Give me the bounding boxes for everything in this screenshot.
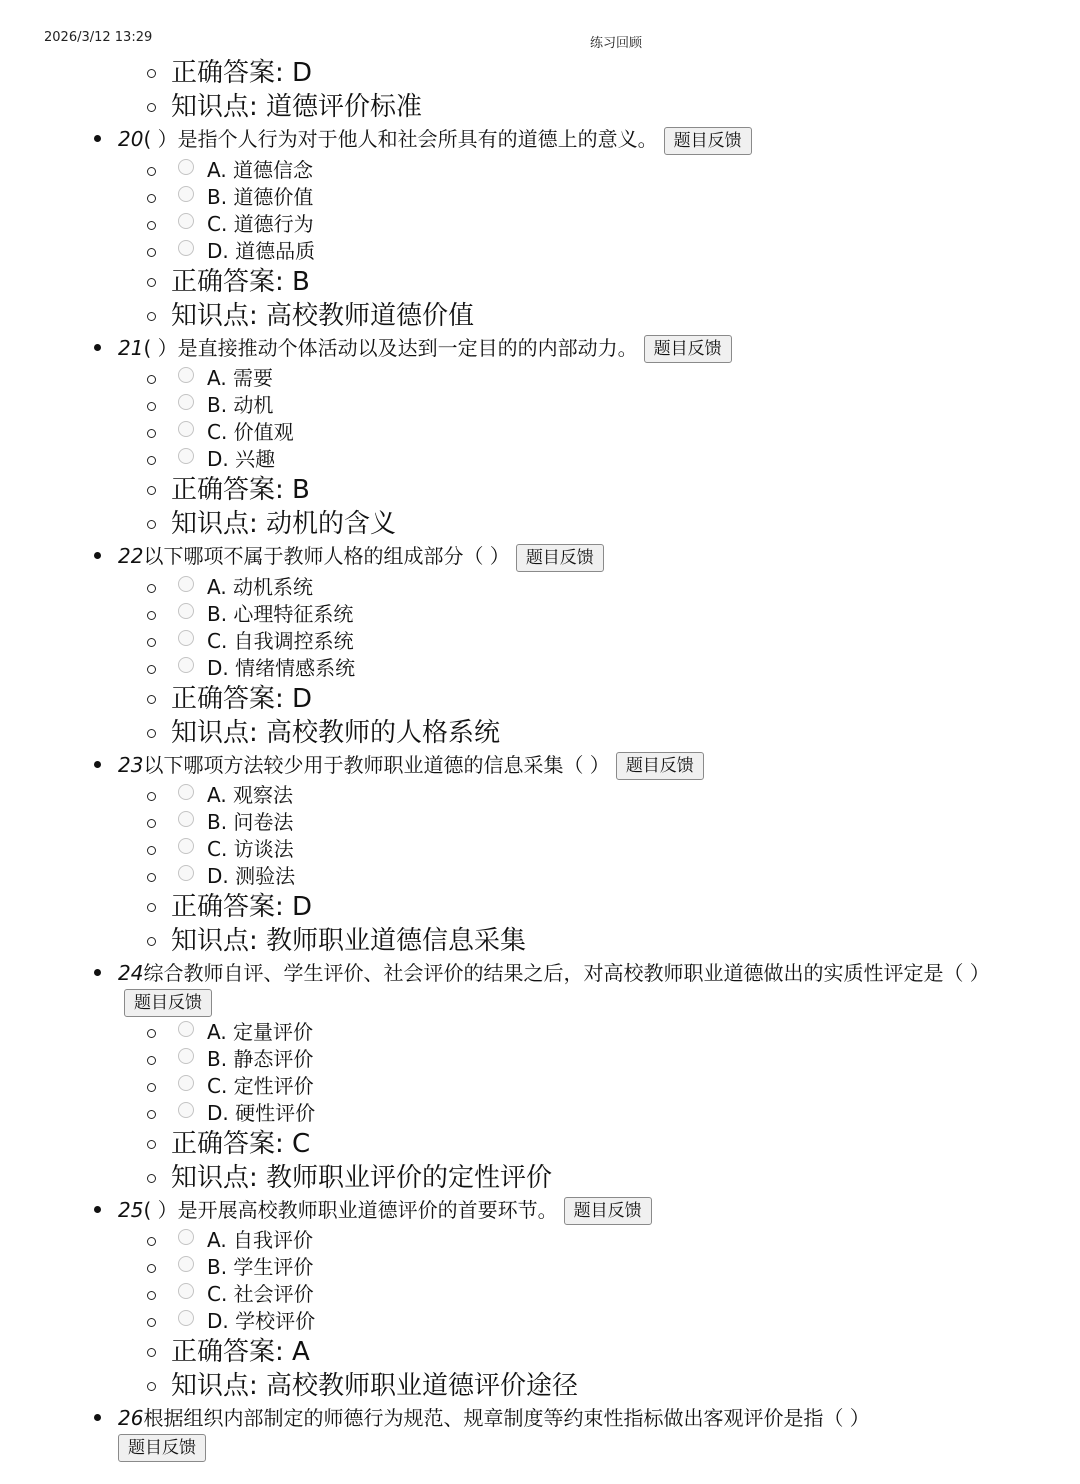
option-label: D. 兴趣	[207, 447, 276, 471]
question-item	[118, 541, 1038, 574]
feedback-button[interactable]: 题目反馈	[644, 335, 732, 363]
knowledge-point	[171, 299, 1080, 333]
feedback-button[interactable]: 题目反馈	[616, 752, 704, 780]
circle-bullet-icon	[147, 695, 156, 704]
answer-prefix: 正确答案:	[171, 892, 293, 922]
answer-prefix: 正确答案:	[171, 1337, 293, 1367]
option-label: C. 访谈法	[207, 837, 294, 861]
option-label: D. 学校评价	[207, 1309, 316, 1333]
answer-prefix: 正确答案:	[171, 683, 293, 714]
question-text: ( ）是开展高校教师职业道德评价的首要环节。	[143, 1197, 558, 1222]
radio-button[interactable]	[178, 838, 194, 854]
option-label: A. 自我评价	[207, 1228, 314, 1252]
option-item[interactable]	[178, 1227, 1080, 1254]
option-item[interactable]	[178, 1281, 1080, 1308]
circle-bullet-icon	[147, 221, 156, 230]
circle-bullet-icon	[147, 167, 156, 176]
circle-bullet-icon	[147, 1174, 156, 1183]
question-item	[118, 1195, 1038, 1228]
knowledge-point	[171, 507, 1080, 541]
knowledge-value: 高校教师职业道德评价途径	[266, 1371, 579, 1401]
radio-button[interactable]	[178, 811, 194, 827]
question-text: 以下哪项不属于教师人格的组成部分（ ）	[143, 544, 510, 568]
radio-button[interactable]	[178, 1048, 194, 1064]
radio-button[interactable]	[178, 1229, 194, 1245]
feedback-button[interactable]: 题目反馈	[564, 1197, 652, 1225]
option-label: B. 学生评价	[207, 1255, 314, 1279]
knowledge-prefix: 知识点:	[171, 300, 267, 331]
circle-bullet-icon	[147, 792, 156, 801]
knowledge-value: 动机的含义	[266, 509, 397, 539]
knowledge-value: 道德评价标准	[266, 92, 423, 122]
option-item[interactable]	[178, 1308, 1080, 1335]
disc-bullet-icon	[94, 969, 101, 976]
option-label: B. 道德价值	[207, 184, 314, 209]
circle-bullet-icon	[147, 638, 156, 647]
question-number: 24	[118, 961, 144, 985]
circle-bullet-icon	[147, 1382, 156, 1391]
option-label: C. 社会评价	[207, 1282, 314, 1306]
radio-button[interactable]	[178, 1283, 194, 1299]
question-text: ( ）是指个人行为对于他人和社会所具有的道德上的意义。	[143, 127, 658, 151]
question-text: 以下哪项方法较少用于教师职业道德的信息采集（ ）	[143, 752, 610, 777]
radio-button[interactable]	[178, 603, 194, 619]
option-label: C. 定性评价	[207, 1073, 314, 1098]
question-number: 21	[118, 335, 144, 360]
option-item[interactable]	[178, 1100, 1080, 1127]
option-item[interactable]	[178, 574, 1080, 601]
feedback-button[interactable]: 题目反馈	[516, 544, 604, 572]
knowledge-point	[171, 1369, 1080, 1403]
option-item[interactable]	[178, 446, 1080, 473]
answer-value: D	[292, 58, 313, 88]
circle-bullet-icon	[147, 1348, 156, 1357]
correct-answer	[171, 890, 1080, 924]
question-number: 23	[118, 752, 144, 777]
circle-bullet-icon	[147, 1237, 156, 1246]
correct-answer	[171, 473, 1080, 507]
answer-value: B	[292, 475, 310, 505]
circle-bullet-icon	[147, 1083, 156, 1092]
option-item[interactable]	[178, 1046, 1080, 1073]
disc-bullet-icon	[94, 344, 101, 351]
option-item[interactable]	[178, 863, 1080, 890]
option-item[interactable]	[178, 601, 1080, 628]
circle-bullet-icon	[147, 1110, 156, 1119]
radio-button[interactable]	[178, 213, 194, 229]
knowledge-prefix: 知识点:	[171, 1162, 267, 1193]
circle-bullet-icon	[147, 819, 156, 828]
circle-bullet-icon	[147, 429, 156, 438]
circle-bullet-icon	[147, 312, 156, 321]
circle-bullet-icon	[147, 903, 156, 912]
disc-bullet-icon	[94, 1414, 101, 1421]
knowledge-prefix: 知识点:	[171, 717, 267, 748]
option-label: B. 问卷法	[207, 810, 294, 834]
option-label: B. 静态评价	[207, 1046, 314, 1071]
circle-bullet-icon	[147, 520, 156, 529]
print-header	[0, 30, 1080, 50]
circle-bullet-icon	[147, 611, 156, 620]
radio-button[interactable]	[178, 576, 194, 592]
option-label: A. 动机系统	[207, 574, 314, 599]
answer-prefix: 正确答案:	[171, 1128, 293, 1159]
question-number: 26	[118, 1406, 144, 1430]
option-label: C. 道德行为	[207, 211, 314, 236]
print-date: 2026/3/12 13:29	[44, 30, 153, 45]
question-item	[118, 333, 1038, 366]
question-text: 根据组织内部制定的师德行为规范、规章制度等约束性指标做出客观评价是指（ ）	[143, 1406, 870, 1430]
option-label: A. 需要	[207, 366, 274, 390]
knowledge-value: 教师职业评价的定性评价	[266, 1162, 553, 1193]
correct-answer	[171, 1335, 1080, 1369]
option-item[interactable]	[178, 809, 1080, 836]
radio-button[interactable]	[178, 186, 194, 202]
radio-button[interactable]	[178, 1102, 194, 1118]
circle-bullet-icon	[147, 873, 156, 882]
circle-bullet-icon	[147, 1029, 156, 1038]
question-item	[118, 124, 1038, 157]
option-label: D. 硬性评价	[207, 1100, 316, 1125]
option-label: A. 定量评价	[207, 1019, 314, 1044]
option-label: D. 测验法	[207, 864, 296, 888]
question-text: ( ）是直接推动个体活动以及达到一定目的的内部动力。	[143, 335, 638, 360]
radio-button[interactable]	[178, 448, 194, 464]
answer-prefix: 正确答案:	[171, 58, 293, 88]
circle-bullet-icon	[147, 846, 156, 855]
question-item	[118, 1403, 1038, 1464]
print-title: 练习回顾	[590, 36, 643, 51]
answer-prefix: 正确答案:	[171, 266, 293, 297]
question-number: 22	[118, 544, 144, 568]
option-item[interactable]	[178, 157, 1080, 184]
option-item[interactable]	[178, 836, 1080, 863]
circle-bullet-icon	[147, 248, 156, 257]
answer-value: C	[292, 1128, 311, 1159]
answer-value: D	[292, 892, 313, 922]
option-item[interactable]	[178, 1073, 1080, 1100]
option-item[interactable]	[178, 392, 1080, 419]
option-item[interactable]	[178, 365, 1080, 392]
knowledge-value: 高校教师的人格系统	[266, 717, 501, 748]
radio-button[interactable]	[178, 1075, 194, 1091]
circle-bullet-icon	[147, 486, 156, 495]
circle-bullet-icon	[147, 1140, 156, 1149]
knowledge-prefix: 知识点:	[171, 92, 267, 122]
circle-bullet-icon	[147, 103, 156, 112]
knowledge-point	[171, 924, 1080, 958]
circle-bullet-icon	[147, 937, 156, 946]
knowledge-value: 教师职业道德信息采集	[266, 926, 527, 956]
correct-answer	[171, 682, 1080, 716]
option-label: D. 道德品质	[207, 238, 316, 263]
circle-bullet-icon	[147, 1291, 156, 1300]
knowledge-prefix: 知识点:	[171, 509, 267, 539]
radio-button[interactable]	[178, 421, 194, 437]
radio-button[interactable]	[178, 240, 194, 256]
answer-value: B	[292, 266, 310, 297]
circle-bullet-icon	[147, 1318, 156, 1327]
answer-prefix: 正确答案:	[171, 475, 293, 505]
answer-value: A	[292, 1337, 310, 1367]
option-label: A. 道德信念	[207, 157, 314, 182]
radio-button[interactable]	[178, 1021, 194, 1037]
option-label: C. 自我调控系统	[207, 628, 354, 653]
radio-button[interactable]	[178, 657, 194, 673]
option-item[interactable]	[178, 238, 1080, 265]
option-item[interactable]	[178, 782, 1080, 809]
radio-button[interactable]	[178, 865, 194, 881]
question-item	[118, 958, 1038, 1019]
option-label: B. 动机	[207, 393, 274, 417]
option-label: C. 价值观	[207, 420, 294, 444]
circle-bullet-icon	[147, 1056, 156, 1065]
option-item[interactable]	[178, 211, 1080, 238]
circle-bullet-icon	[147, 194, 156, 203]
option-item[interactable]	[178, 419, 1080, 446]
correct-answer	[171, 265, 1080, 299]
circle-bullet-icon	[147, 402, 156, 411]
circle-bullet-icon	[147, 278, 156, 287]
disc-bullet-icon	[94, 1206, 101, 1213]
question-number: 25	[118, 1197, 144, 1222]
radio-button[interactable]	[178, 1256, 194, 1272]
feedback-button[interactable]: 题目反馈	[124, 989, 212, 1017]
option-item[interactable]	[178, 655, 1080, 682]
knowledge-prefix: 知识点:	[171, 926, 267, 956]
question-item	[118, 750, 1038, 783]
question-list	[0, 56, 1080, 1464]
feedback-button[interactable]: 题目反馈	[118, 1434, 206, 1462]
option-label: B. 心理特征系统	[207, 601, 354, 626]
option-item[interactable]	[178, 184, 1080, 211]
disc-bullet-icon	[94, 135, 101, 142]
option-label: D. 情绪情感系统	[207, 655, 356, 680]
knowledge-value: 高校教师道德价值	[266, 300, 475, 331]
knowledge-prefix: 知识点:	[171, 1371, 267, 1401]
option-item[interactable]	[178, 1254, 1080, 1281]
radio-button[interactable]	[178, 1310, 194, 1326]
radio-button[interactable]	[178, 784, 194, 800]
feedback-button[interactable]: 题目反馈	[664, 127, 752, 155]
knowledge-point	[171, 1161, 1080, 1195]
disc-bullet-icon	[94, 552, 101, 559]
question-text: 综合教师自评、学生评价、社会评价的结果之后，对高校教师职业道德做出的实质性评定是（ ）	[143, 961, 990, 985]
radio-button[interactable]	[178, 367, 194, 383]
knowledge-point	[171, 716, 1080, 750]
radio-button[interactable]	[178, 630, 194, 646]
option-label: A. 观察法	[207, 783, 294, 807]
radio-button[interactable]	[178, 394, 194, 410]
option-item[interactable]	[178, 1019, 1080, 1046]
disc-bullet-icon	[94, 761, 101, 768]
circle-bullet-icon	[147, 375, 156, 384]
circle-bullet-icon	[147, 69, 156, 78]
option-item[interactable]	[178, 628, 1080, 655]
correct-answer	[171, 1127, 1080, 1161]
radio-button[interactable]	[178, 159, 194, 175]
circle-bullet-icon	[147, 729, 156, 738]
answer-value: D	[292, 683, 313, 714]
circle-bullet-icon	[147, 456, 156, 465]
correct-answer	[171, 56, 1080, 90]
circle-bullet-icon	[147, 584, 156, 593]
circle-bullet-icon	[147, 1264, 156, 1273]
knowledge-point	[171, 90, 1080, 124]
circle-bullet-icon	[147, 665, 156, 674]
question-number: 20	[118, 127, 144, 151]
